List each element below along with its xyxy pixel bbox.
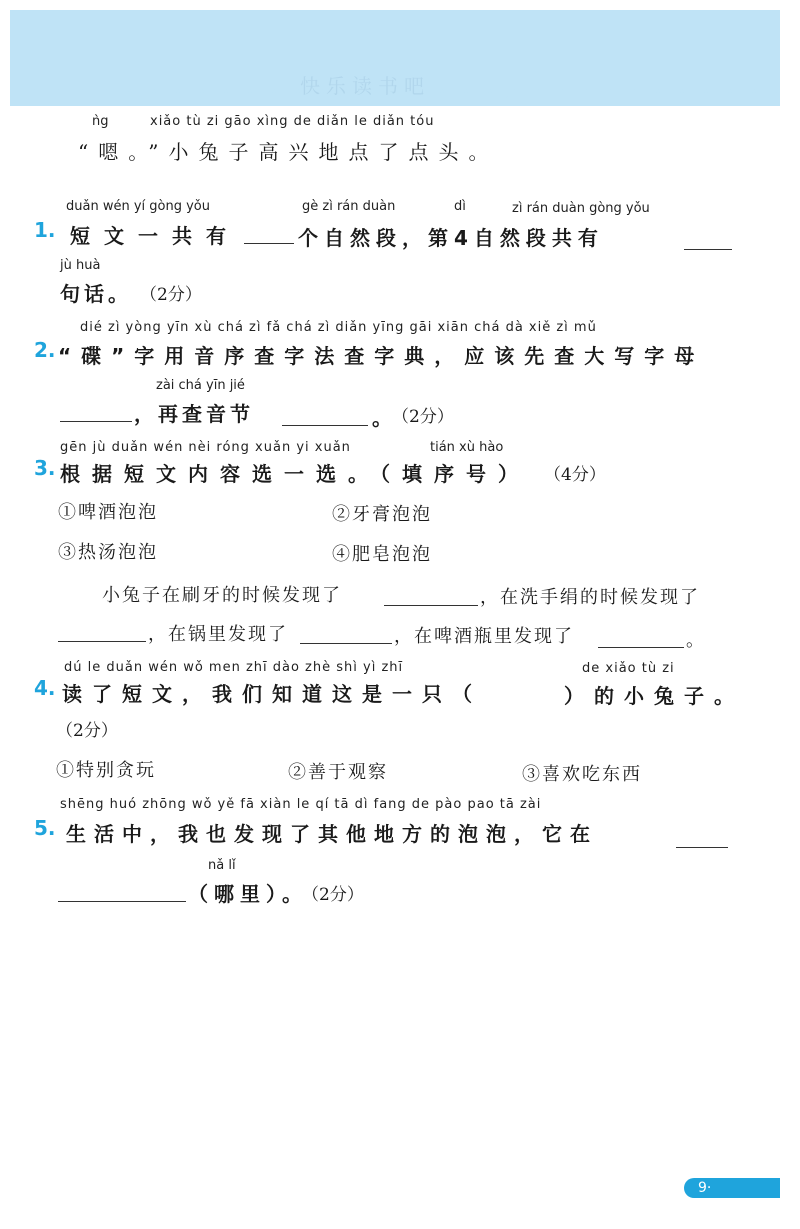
q2-number: 2. [34,338,56,362]
q5-score: （2分） [302,885,364,905]
q5-text-line2: （哪里）。 [188,882,308,906]
q2-pinyin-line2: zài chá yīn jié [156,378,245,393]
q3-sentence-d: ，在啤酒瓶里发现了 [394,626,574,647]
q3-text: 根据短文内容选一选。（填序号） [60,462,530,486]
page-number: 9· [698,1180,712,1196]
q3-option-4: ④肥皂泡泡 [332,544,432,565]
q5-pinyin-line2: nǎ lǐ [208,858,236,873]
q1-text-a: 短文一共有 [70,224,240,248]
q3-blank-1[interactable] [384,604,478,606]
q4-option-3: ③喜欢吃东西 [522,764,642,785]
q3-sentence-end: 。 [686,630,706,651]
q1-text-b: 个自然段，第4自然段共有 [298,226,604,250]
q2-blank-letter[interactable] [60,420,132,422]
q3-number: 3. [34,456,56,480]
q2-text: “碟”字用音序查字法查字典，应该先查大写字母 [58,344,705,368]
q5-blank-b[interactable] [58,900,186,902]
q2-pinyin: dié zì yòng yīn xù chá zì fǎ chá zì diǎn yīng gāi xiān chá dà xiě zì mǔ [80,320,597,335]
q3-option-1: ①啤酒泡泡 [58,502,158,523]
q5-pinyin-a: shēng huó zhōng wǒ yě fā xiàn le qí tā dì fang de pào pao tā zài [60,797,542,812]
q5-blank-a[interactable] [676,846,728,848]
q2-blank-syllable[interactable] [282,424,368,426]
q3-blank-4[interactable] [598,646,684,648]
q5-text-a: 生活中，我也发现了其他地方的泡泡，它在 [66,822,598,846]
q3-blank-2[interactable] [58,640,146,642]
q4-pinyin-a: dú le duǎn wén wǒ men zhī dào zhè shì yì zhī [64,660,404,675]
q3-option-2: ②牙膏泡泡 [332,504,432,525]
q3-pinyin-b: tián xù hào [430,440,504,455]
q1-text-line2: 句话。 [60,282,132,306]
q4-text-a: 读了短文，我们知道这是一只（ [62,682,482,706]
header-faded-title: 快乐读书吧 [300,74,430,98]
q1-number: 1. [34,218,56,242]
q4-option-2: ②善于观察 [288,762,388,783]
q4-score: （2分） [56,721,118,741]
q3-sentence-c: ，在锅里发现了 [148,624,288,645]
q4-pinyin-b: de xiǎo tù zi [582,661,675,676]
intro-pinyin: xiǎo tù zi gāo xìng de diǎn le diǎn tóu [150,114,435,129]
q1-pinyin-b: gè zì rán duàn [302,199,396,214]
q5-number: 5. [34,816,56,840]
intro-pinyin-en: ǹg [92,114,109,129]
q3-sentence-b: ，在洗手绢的时候发现了 [480,587,700,608]
q3-blank-3[interactable] [300,642,392,644]
q1-pinyin-d: zì rán duàn gòng yǒu [512,201,650,216]
q2-end: 。 [372,406,401,430]
q1-pinyin-a: duǎn wén yí gòng yǒu [66,199,210,214]
q1-blank-paragraphs[interactable] [244,242,294,244]
intro-text: “嗯。”小兔子高兴地点了点头。 [78,140,499,164]
q2-text-line2: ，再查音节 [134,402,254,426]
q3-option-3: ③热汤泡泡 [58,542,158,563]
q1-pinyin-c: dì [454,199,466,214]
q3-score: （4分） [544,465,606,485]
q4-option-1: ①特别贪玩 [56,760,156,781]
q3-pinyin-a: gēn jù duǎn wén nèi róng xuǎn yi xuǎn [60,440,351,455]
q1-blank-sentences[interactable] [684,248,732,250]
q1-pinyin-line2: jù huà [60,258,101,273]
q3-sentence-a: 小兔子在刷牙的时候发现了 [102,585,342,606]
q4-number: 4. [34,676,56,700]
q2-score: （2分） [392,407,454,427]
q1-score: （2分） [140,285,202,305]
q4-text-b: ）的小兔子。 [564,684,744,708]
